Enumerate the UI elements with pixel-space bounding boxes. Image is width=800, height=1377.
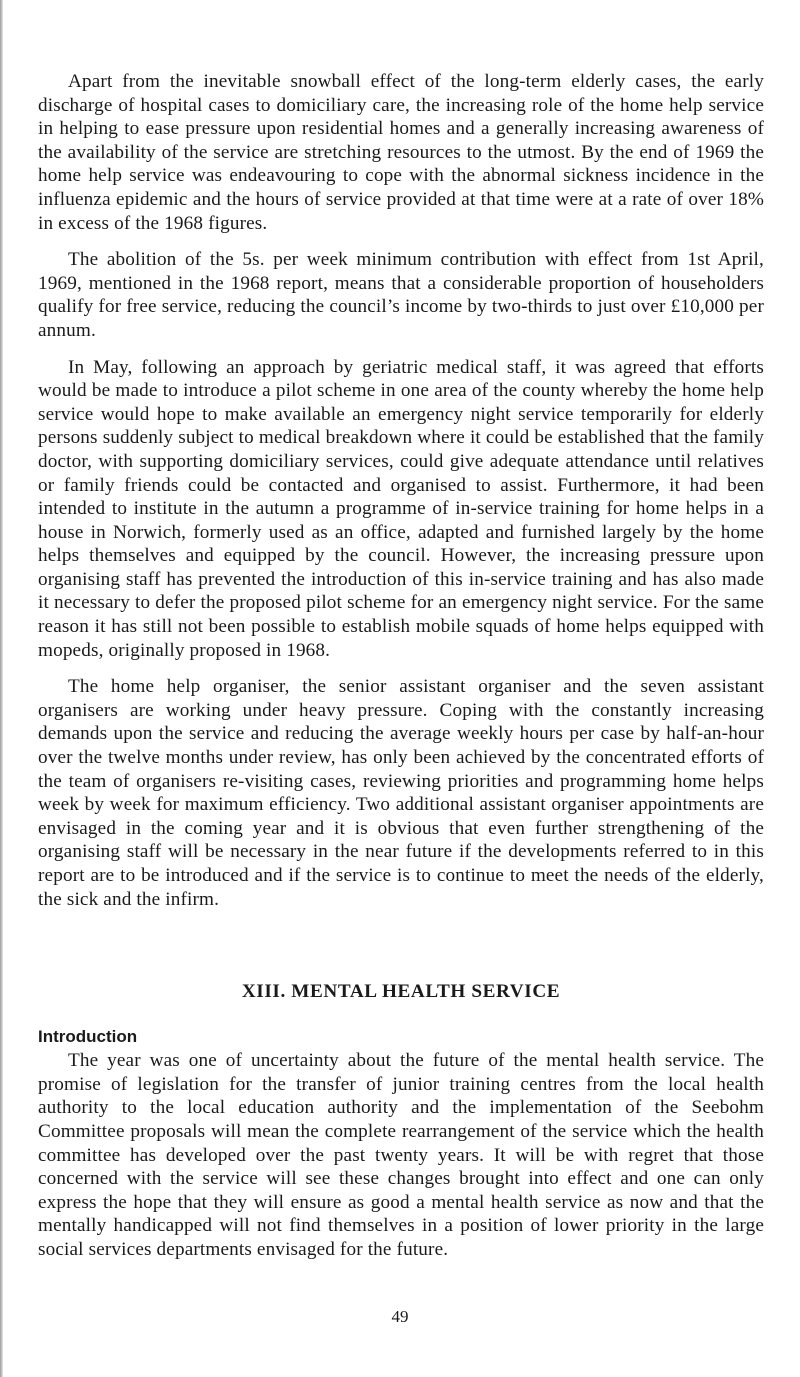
paragraph-mental-health-intro: The year was one of uncertainty about the future of the mental health service. The promise of legislation for the transfer of junior training centres from the local health authority to the local education authority and the implementation of the Seebohm Committee proposals will mean the complete rearrangement of the service which the health committee has developed over the past twenty years. It will be with regret that those concerned with the service will see these changes brought into effect and one can only express the hope that they will ensure as good a mental health service as now and that the mentally handicapped will not find themselves in a position of lower priority in the large social services departments envisaged for the future. — [38, 1050, 764, 1260]
document-page — [38, 70, 764, 1275]
paragraph-minimum-contribution: The abolition of the 5s. per week minimum contribution with effect from 1st April, 1969, mentioned in the 1968 report, means that a considerable proportion of householders qualify for free service, reducing the council’s income by two-thirds to just over £10,000 per annum. — [38, 249, 764, 341]
paragraph-pilot-scheme: In May, following an approach by geriatric medical staff, it was agreed that efforts would be made to introduce a pilot scheme in one area of the county whereby the home help service would hope to make available an emergency night service temporarily for elderly persons suddenly subject to medical breakdown where it could be established that the family doctor, with supporting domiciliary services, could give adequate attendance until relatives or family friends could be contacted and organised to assist. Furthermore, it had been intended to institute in the autumn a programme of in-service training for home helps in a house in Norwich, formerly used as an office, adapted and furnished largely by the home helps themselves and equipped by the council. However, the increasing pressure upon organising staff has prevented the introduction of this in-service training and has also made it necessary to defer the proposed pilot scheme for an emergency night service. For the same reason it has still not been possible to establish mobile squads of home helps equipped with mopeds, originally proposed in 1968. — [38, 356, 764, 661]
page-edge-shadow — [0, 0, 3, 1377]
page-number: 49 — [391, 1307, 409, 1326]
section-title: XIII. MENTAL HEALTH SERVICE — [241, 981, 561, 1003]
paragraph-home-help-demand: Apart from the inevitable snowball effect of the long-term elderly cases, the early discharge of hospital cases to domiciliary care, the increasing role of the home help service in helping to ease pressure upon residential homes and a generally increasing awareness of the availability of the service are stretching resources to the utmost. By the end of 1969 the home help service was endeavouring to cope with the abnormal sickness incidence in the influenza epidemic and the hours of service provided at that time were at a rate of over 18% in excess of the 1968 figures. — [38, 71, 764, 234]
section-subheading: Introduction — [38, 1027, 138, 1047]
paragraph-organisers: The home help organiser, the senior assistant organiser and the seven assistant organisers are working under heavy pressure. Coping with the constantly increasing demands upon the service and reducing the average weekly hours per case by half-an-hour over the twelve months under review, has only been achieved by the concentrated efforts of the team of organisers re-visiting cases, reviewing priorities and programming home helps week by week for maximum efficiency. Two additional assistant organiser appointments are envisaged in the coming year and it is obvious that even further strengthening of the organising staff will be necessary in the near future if the developments referred to in this report are to be introduced and if the service is to continue to meet the needs of the elderly, the sick and the infirm. — [38, 676, 764, 910]
